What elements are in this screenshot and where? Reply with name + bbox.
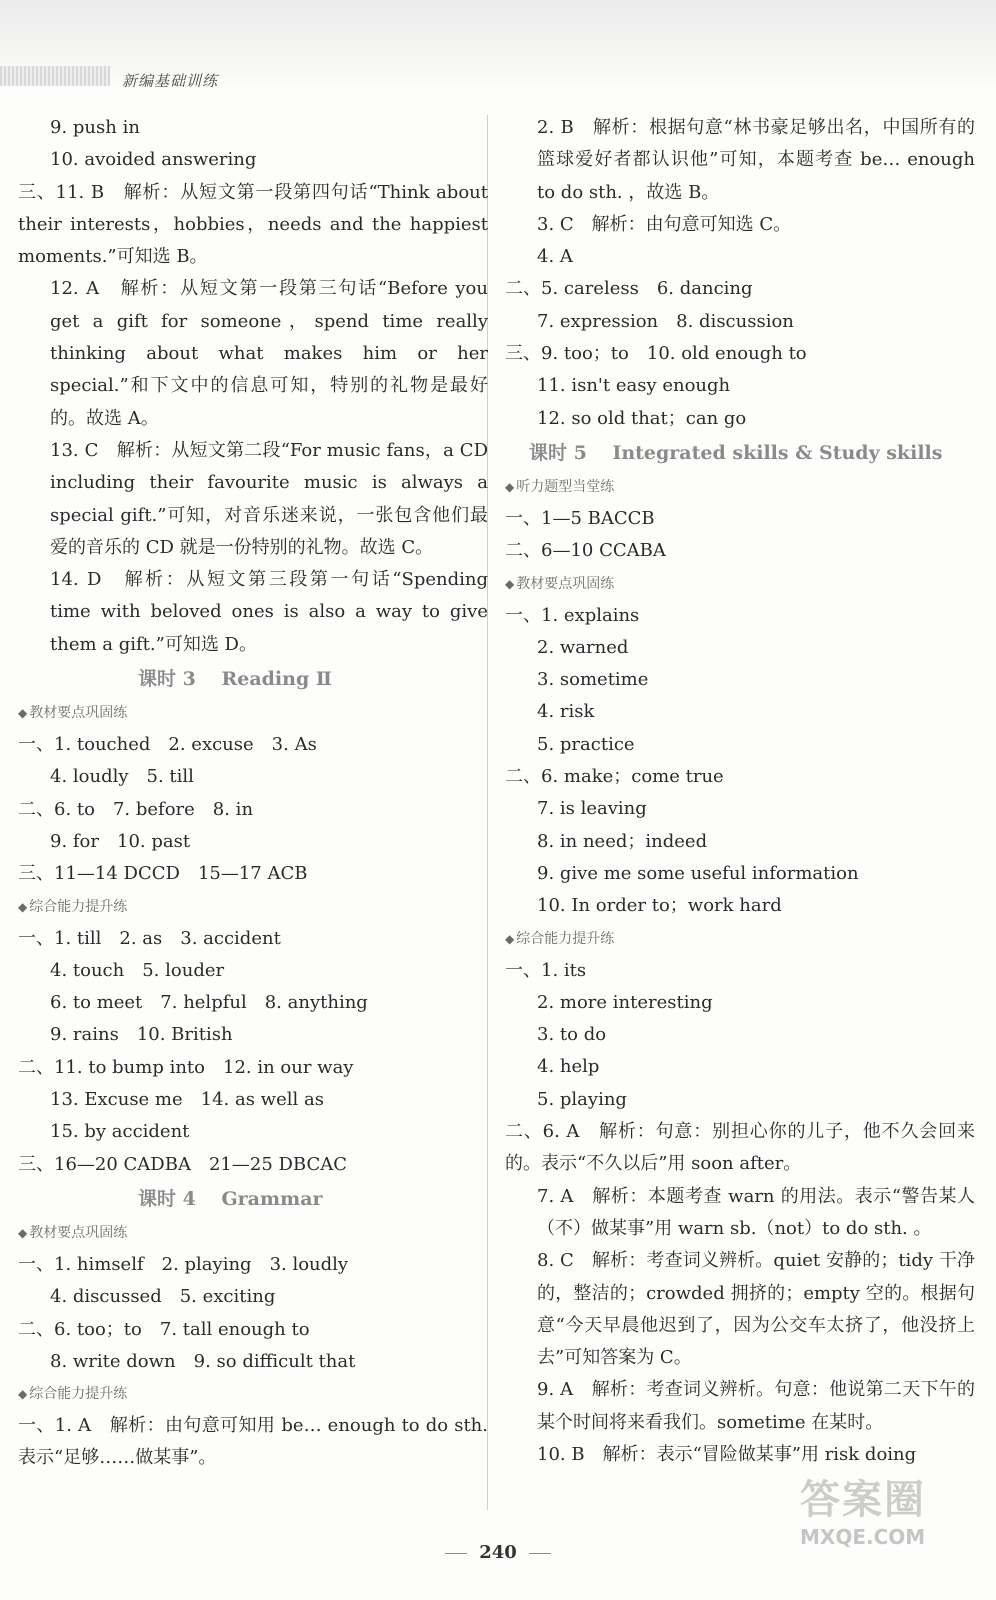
answer-explanation: 9. A 解析：考查词义辨析。句意：他说第二天下午的某个时间将来看我们。sometime 在某时。 — [537, 1379, 975, 1433]
answer-line: 一、1—5 BACCB — [505, 507, 655, 529]
page-header — [0, 0, 996, 95]
section-label: ◆ 教材要点巩固练 — [18, 705, 128, 722]
answer-line: 10. avoided answering — [50, 149, 257, 171]
answer-line: 13. Excuse me 14. as well as — [50, 1089, 324, 1111]
answer-line: 5. practice — [537, 733, 635, 755]
answer-line: 一、1. explains — [505, 604, 640, 626]
answer-line: 7. is leaving — [537, 798, 647, 820]
answer-explanation: 8. C 解析：考查词义辨析。quiet 安静的；tidy 干净的，整洁的；crowded 拥挤的；empty 空的。根据句意“今天早晨他迟到了，因为公交车太挤了，他没挤上去”可知答案为 C。 — [537, 1250, 975, 1369]
answer-line: 8. in need；indeed — [537, 830, 708, 852]
answer-line: 二、6. make；come true — [505, 766, 724, 788]
answer-line: 15. by accident — [50, 1121, 190, 1143]
answer-line: 6. to meet 7. helpful 8. anything — [50, 992, 368, 1014]
answer-line: 二、6. to 7. before 8. in — [18, 798, 254, 820]
section-label: ◆ 综合能力提升练 — [505, 930, 615, 947]
answer-line: 4. risk — [537, 701, 595, 723]
answer-line: 三、16—20 CADBA 21—25 DBCAC — [18, 1153, 348, 1175]
section-label: ◆ 综合能力提升练 — [18, 898, 128, 915]
answer-line: 三、9. too；to 10. old enough to — [505, 343, 807, 365]
diamond-icon: ◆ — [18, 1225, 28, 1240]
answer-line: 7. expression 8. discussion — [537, 310, 794, 332]
answer-line: 9. give me some useful information — [537, 862, 859, 884]
answer-line: 二、11. to bump into 12. in our way — [18, 1056, 354, 1078]
answer-line: 9. rains 10. British — [50, 1024, 233, 1046]
lesson-heading: 课时 4 Grammar — [138, 1187, 323, 1210]
watermark-logo: 答案圈 — [800, 1477, 926, 1523]
answer-line: 4. help — [537, 1056, 600, 1078]
section-label: ◆ 听力题型当堂练 — [505, 478, 615, 495]
answer-line: 4. touch 5. louder — [50, 959, 225, 981]
section-label: ◆ 综合能力提升练 — [18, 1386, 128, 1403]
answer-line: 3. sometime — [537, 669, 649, 691]
answer-explanation: 14. D 解析：从短文第三段第一句话“Spending time with beloved ones is also a way to give them a gift.”可知选 D。 — [50, 569, 488, 655]
answer-line: 3. to do — [537, 1024, 607, 1046]
section-label: ◆ 教材要点巩固练 — [505, 575, 615, 592]
answer-explanation: 7. A 解析：本题考查 warn 的用法。表示“警告某人（不）做某事”用 warn sb.（not）to do sth. 。 — [537, 1185, 975, 1239]
diamond-icon: ◆ — [18, 1387, 28, 1402]
diamond-icon: ◆ — [505, 576, 515, 591]
answer-explanation: 13. C 解析：从短文第二段“For music fans，a CD including their favourite music is always a special gift.”可知，对音乐迷来说，一张包含他们最爱的音乐的 CD 就是一份特别的礼物。故选 C。 — [50, 439, 488, 558]
diamond-icon: ◆ — [505, 479, 515, 494]
answer-line: 二、6—10 CCABA — [505, 540, 666, 562]
lesson-heading: 课时 3 Reading Ⅱ — [138, 668, 332, 691]
answer-line: 8. write down 9. so difficult that — [50, 1350, 356, 1372]
answer-line: 2. more interesting — [537, 991, 713, 1013]
answer-line: 12. so old that；can go — [537, 407, 747, 429]
header-title: 新编基础训练 — [122, 72, 219, 90]
answer-line: 10. In order to；work hard — [537, 895, 782, 917]
answer-line: 5. playing — [537, 1088, 627, 1110]
answer-line: 三、11—14 DCCD 15—17 ACB — [18, 863, 308, 885]
answer-line: 一、1. till 2. as 3. accident — [18, 927, 281, 949]
answer-explanation: 三、11. B 解析：从短文第一段第四句话“Think about their interests，hobbies，needs and the happiest moments.”可知选 B。 — [18, 181, 488, 268]
lesson-heading: 课时 5 Integrated skills & Study skills — [529, 441, 943, 464]
watermark-url: MXQE.COM — [800, 1525, 926, 1549]
answer-line: 11. isn't easy enough — [537, 375, 731, 397]
answer-line: 一、1. its — [505, 959, 587, 981]
answer-line: 二、6. too；to 7. tall enough to — [18, 1318, 310, 1340]
answer-line: 4. discussed 5. exciting — [50, 1286, 276, 1308]
page-number: 240 — [0, 1542, 996, 1563]
answer-line: 9. for 10. past — [50, 830, 191, 852]
left-column — [18, 112, 488, 1475]
watermark — [800, 1468, 990, 1588]
diamond-icon: ◆ — [18, 706, 28, 721]
answer-explanation: 二、6. A 解析：句意：别担心你的儿子，他不久会回来的。表示“不久以后”用 soon after。 — [505, 1121, 975, 1175]
answer-explanation: 2. B 解析：根据句意“林书豪足够出名，中国所有的篮球爱好者都认识他”可知，本题考查 be… enough to do sth. ，故选 B。 — [537, 117, 975, 203]
answer-explanation: 10. B 解析：表示“冒险做某事”用 risk doing — [537, 1443, 917, 1465]
answer-line: 9. push in — [50, 117, 140, 138]
answer-line: 4. A — [537, 246, 573, 268]
answer-line: 一、1. himself 2. playing 3. loudly — [18, 1253, 349, 1275]
diamond-icon: ◆ — [18, 899, 28, 914]
answer-explanation: 一、1. A 解析：由句意可知用 be… enough to do sth. 表示“足够……做某事”。 — [18, 1415, 488, 1469]
answer-line: 一、1. touched 2. excuse 3. As — [18, 734, 317, 756]
answer-line: 4. loudly 5. till — [50, 766, 194, 788]
diamond-icon: ◆ — [505, 931, 515, 946]
answer-explanation: 12. A 解析：从短文第一段第三句话“Before you get a gift for someone，spend time really thinking about what makes him or her special.”和下文中的信息可知，特别的礼物是最好的。故选 A。 — [50, 278, 488, 429]
section-label: ◆ 教材要点巩固练 — [18, 1224, 128, 1241]
right-column — [505, 112, 975, 1471]
answer-line: 2. warned — [537, 636, 629, 658]
answer-line: 二、5. careless 6. dancing — [505, 278, 753, 300]
header-decoration — [0, 66, 110, 86]
answer-explanation: 3. C 解析：由句意可知选 C。 — [537, 213, 792, 235]
